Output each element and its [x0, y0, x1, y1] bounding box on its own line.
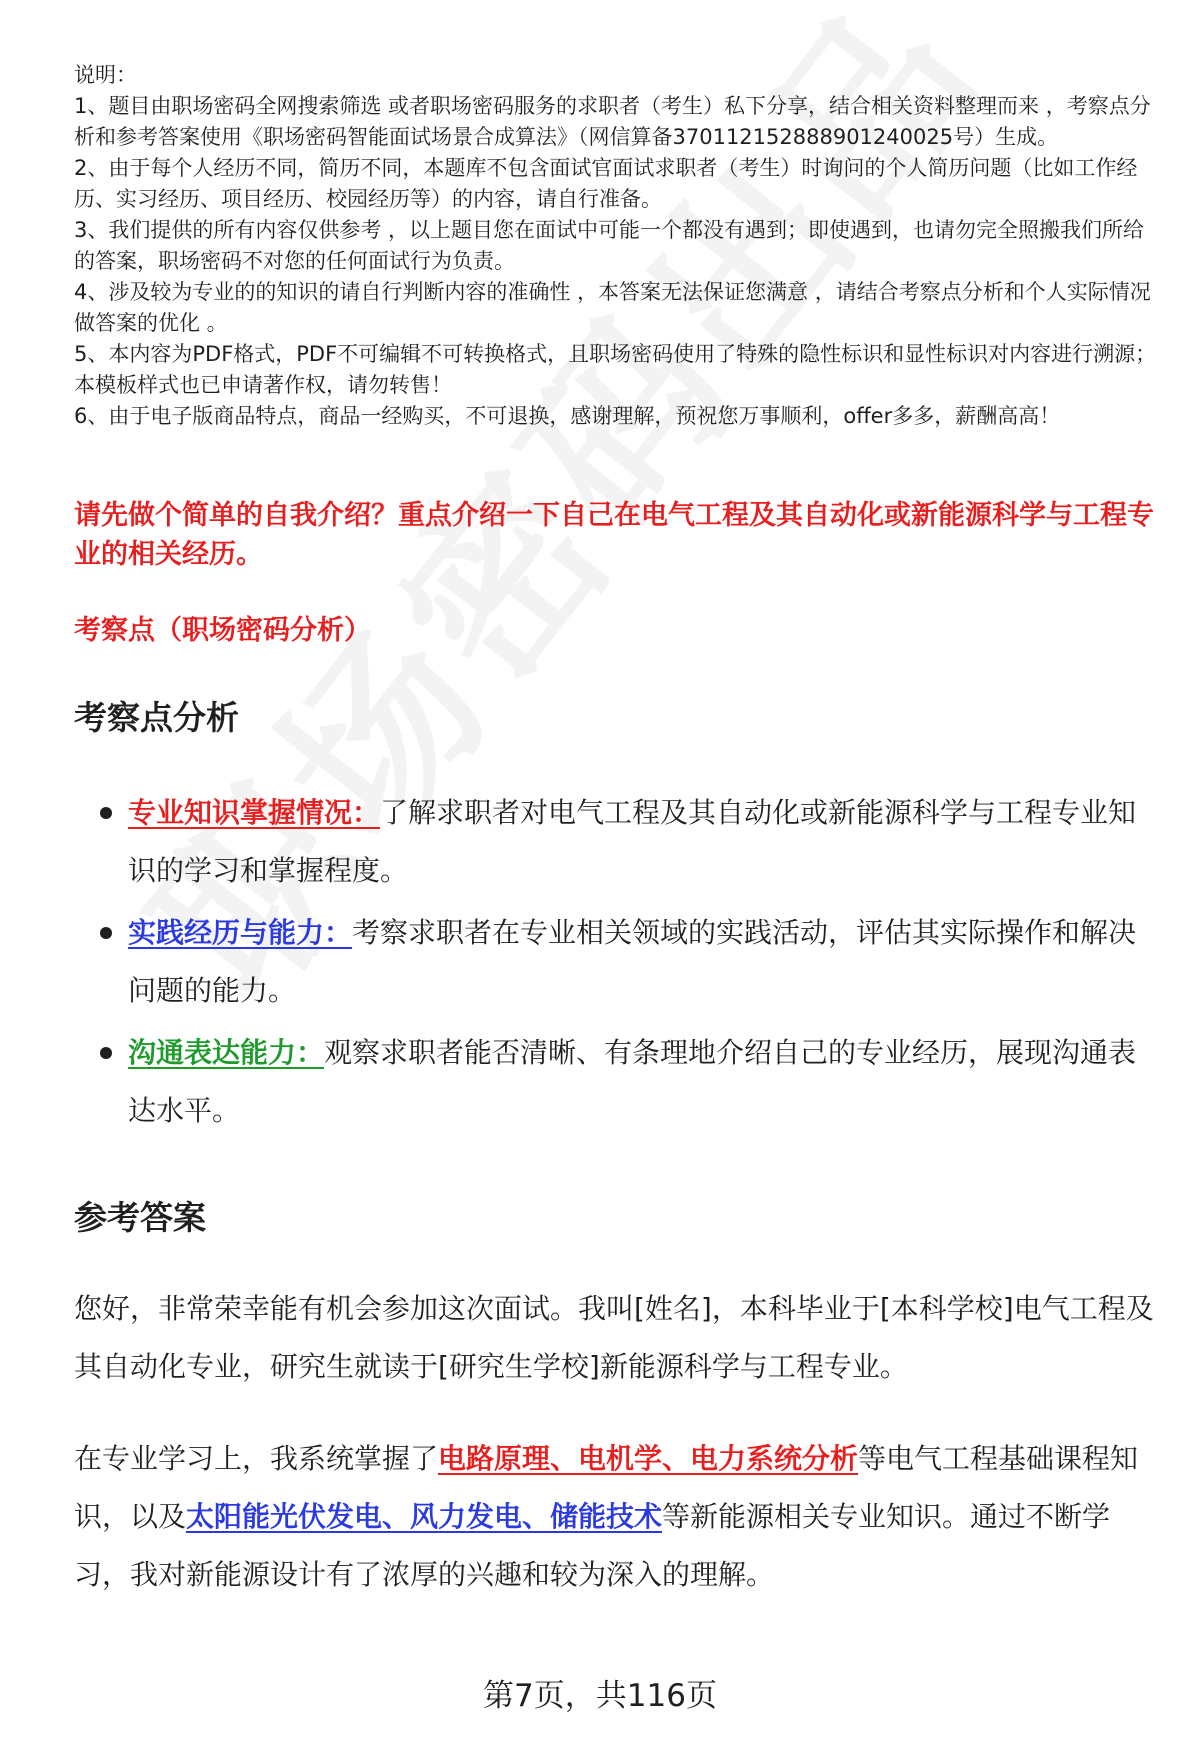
analysis-list — [74, 784, 1164, 1144]
note-item: 6、由于电子版商品特点，商品一经购买，不可退换，感谢理解，预祝您万事顺利，offer多多，薪酬高高！ — [74, 404, 1061, 428]
answer-paragraph — [74, 1430, 1164, 1604]
analysis-item-key: 沟通表达能力： — [128, 1036, 325, 1069]
answer-text: 等电气工程基础课程知识，以及 — [74, 1442, 1139, 1533]
page-number: 第7页，共116页 — [483, 1678, 717, 1714]
note-item: 3、我们提供的所有内容仅供参考 ，以上题目您在面试中可能一个都没有遇到；即使遇到，也请勿完全照搬我们所给的答案，职场密码不对您的任何面试行为负责。 — [74, 218, 1145, 273]
disclaimer-notes — [74, 60, 1164, 432]
analysis-tag: 考察点（职场密码分析） — [74, 615, 371, 646]
answer-text: 等新能源相关专业知识。通过不断学习，我对新能源设计有了浓厚的兴趣和较为深入的理解。 — [74, 1500, 1111, 1591]
answer-highlight: 太阳能光伏发电、风力发电、储能技术 — [186, 1500, 663, 1533]
bullet-icon — [100, 1047, 112, 1059]
analysis-item — [74, 904, 1164, 1020]
answer-paragraph: 您好，非常荣幸能有机会参加这次面试。我叫[姓名]，本科毕业于[本科学校]电气工程及其自动化专业，研究生就读于[研究生学校]新能源科学与工程专业。 — [74, 1292, 1154, 1383]
analysis-item-key: 专业知识掌握情况： — [128, 796, 381, 829]
note-item: 1、题目由职场密码全网搜索筛选 或者职场密码服务的求职者（考生）私下分享，结合相关资料整理而来 ，考察点分析和参考答案使用《职场密码智能面试场景合成算法》（网信算备370112152888901240025号）生成。 — [74, 94, 1151, 149]
analysis-item-text: 观察求职者能否清晰、有条理地介绍自己的专业经历，展现沟通表达水平。 — [128, 1036, 1137, 1127]
answer-heading: 参考答案 — [74, 1198, 206, 1237]
note-item: 2、由于每个人经历不同，简历不同，本题库不包含面试官面试求职者（考生）时询问的个人简历问题（比如工作经历、实习经历、项目经历、校园经历等）的内容，请自行准备。 — [74, 156, 1138, 211]
bullet-icon — [100, 927, 112, 939]
answer-highlight: 电路原理、电机学、电力系统分析 — [438, 1442, 859, 1475]
analysis-item — [74, 784, 1164, 900]
analysis-item-key: 实践经历与能力： — [128, 916, 353, 949]
note-item: 4、涉及较为专业的的知识的请自行判断内容的准确性 ，本答案无法保证您满意 ，请结合考察点分析和个人实际情况做答案的优化 。 — [74, 280, 1151, 335]
analysis-heading: 考察点分析 — [74, 698, 239, 737]
analysis-item-text: 考察求职者在专业相关领域的实践活动，评估其实际操作和解决问题的能力。 — [128, 916, 1137, 1007]
note-item: 5、本内容为PDF格式，PDF不可编辑不可转换格式，且职场密码使用了特殊的隐性标识和显性标识对内容进行溯源；本模板样式也已申请著作权，请勿转售！ — [74, 342, 1157, 397]
answer-text: 在专业学习上，我系统掌握了 — [74, 1442, 439, 1475]
analysis-item — [74, 1024, 1164, 1140]
bullet-icon — [100, 807, 112, 819]
analysis-item-text: 了解求职者对电气工程及其自动化或新能源科学与工程专业知识的学习和掌握程度。 — [128, 796, 1137, 887]
notes-title: 说明： — [74, 63, 137, 87]
interview-question: 请先做个简单的自我介绍？重点介绍一下自己在电气工程及其自动化或新能源科学与工程专业的相关经历。 — [74, 500, 1154, 570]
